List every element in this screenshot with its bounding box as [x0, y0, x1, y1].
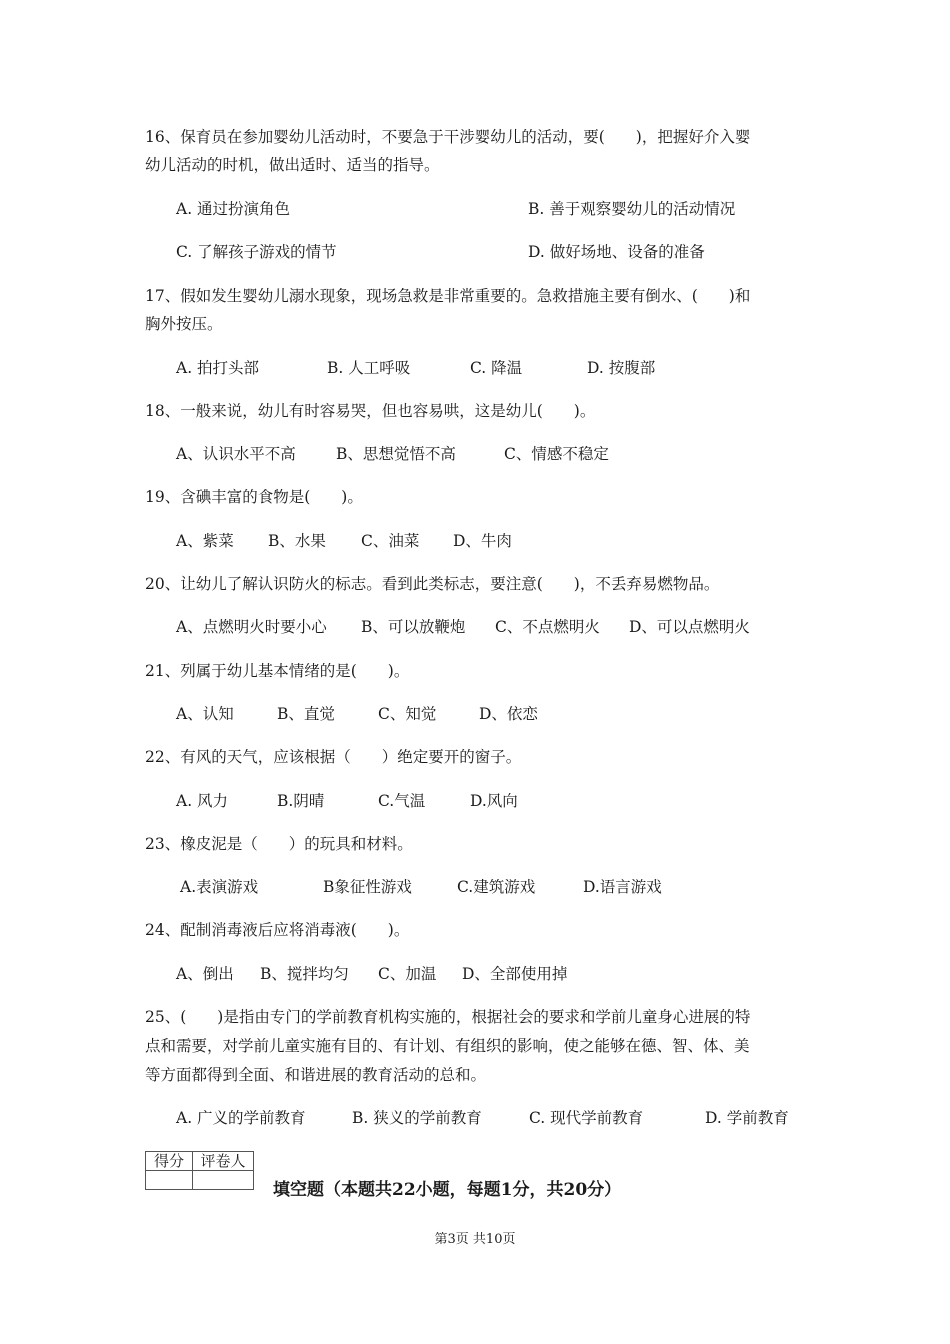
question-19-option-d: D、牛肉: [453, 532, 512, 550]
question-22-option-a: A. 风力: [176, 792, 229, 810]
question-25-option-d: D. 学前教育: [705, 1109, 789, 1127]
question-22-option-c: C.气温: [378, 792, 426, 810]
question-17-line-2: 胸外按压。: [145, 315, 223, 333]
question-18-option-c: C、情感不稳定: [504, 445, 609, 463]
question-22-line-1: 22、有风的天气，应该根据（ ）绝定要开的窗子。: [145, 748, 522, 766]
question-23-option-b: B象征性游戏: [323, 878, 412, 896]
question-16-line-1: 16、保育员在参加婴幼儿活动时，不要急于干涉婴幼儿的活动，要( )，把握好介入婴: [145, 128, 751, 146]
question-25-line-3: 等方面都得到全面、和谐进展的教育活动的总和。: [145, 1066, 487, 1084]
question-19-line-1: 19、含碘丰富的食物是( )。: [145, 488, 363, 506]
question-23-option-d: D.语言游戏: [583, 878, 662, 896]
question-20-option-c: C、不点燃明火: [495, 618, 600, 636]
question-21-option-d: D、依恋: [479, 705, 538, 723]
page-footer: 第3页 共10页: [434, 1232, 516, 1247]
question-25-option-b: B. 狭义的学前教育: [352, 1109, 482, 1127]
question-23-option-c: C.建筑游戏: [457, 878, 536, 896]
question-16-option-c: C. 了解孩子游戏的情节: [176, 243, 337, 261]
question-18-line-1: 18、一般来说，幼儿有时容易哭，但也容易哄，这是幼儿( )。: [145, 402, 596, 420]
question-23-line-1: 23、橡皮泥是（ ）的玩具和材料。: [145, 835, 413, 853]
question-17-option-a: A. 拍打头部: [176, 359, 260, 377]
grader-header: 评卷人: [193, 1152, 254, 1171]
question-20-option-b: B、可以放鞭炮: [361, 618, 466, 636]
question-24-line-1: 24、配制消毒液后应将消毒液( )。: [145, 921, 410, 939]
question-21-option-b: B、直觉: [277, 705, 335, 723]
section-title: 填空题（本题共22小题，每题1分，共20分）: [273, 1180, 622, 1200]
question-25-option-a: A. 广义的学前教育: [176, 1109, 306, 1127]
question-20-option-d: D、可以点燃明火: [629, 618, 750, 636]
question-18-option-a: A、认识水平不高: [176, 445, 296, 463]
question-16-line-2: 幼儿活动的时机，做出适时、适当的指导。: [145, 156, 440, 174]
question-23-option-a: A.表演游戏: [180, 878, 259, 896]
question-16-option-b: B. 善于观察婴幼儿的活动情况: [528, 200, 736, 218]
question-17-line-1: 17、假如发生婴幼儿溺水现象，现场急救是非常重要的。急救措施主要有倒水、( )和: [145, 287, 751, 305]
question-18-option-b: B、思想觉悟不高: [336, 445, 456, 463]
question-24-option-d: D、全部使用掉: [462, 965, 568, 983]
question-20-option-a: A、点燃明火时要小心: [176, 618, 327, 636]
question-20-line-1: 20、让幼儿了解认识防火的标志。看到此类标志，要注意( )，不丢弃易燃物品。: [145, 575, 720, 593]
question-25-line-1: 25、( )是指由专门的学前教育机构实施的，根据社会的要求和学前儿童身心进展的特: [145, 1008, 751, 1026]
question-21-option-c: C、知觉: [378, 705, 437, 723]
question-21-line-1: 21、列属于幼儿基本情绪的是( )。: [145, 662, 410, 680]
question-22-option-d: D.风向: [470, 792, 518, 810]
question-19-option-a: A、紫菜: [176, 532, 234, 550]
question-25-line-2: 点和需要，对学前儿童实施有目的、有计划、有组织的影响，使之能够在德、智、体、美: [145, 1037, 750, 1055]
question-24-option-b: B、搅拌均匀: [260, 965, 349, 983]
question-16-option-d: D. 做好场地、设备的准备: [528, 243, 705, 261]
score-table: [145, 1151, 254, 1190]
question-22-option-b: B.阴晴: [277, 792, 325, 810]
question-16-option-a: A. 通过扮演角色: [176, 200, 291, 218]
score-header: 得分: [146, 1152, 193, 1171]
question-24-option-a: A、倒出: [176, 965, 234, 983]
question-19-option-b: B、水果: [268, 532, 326, 550]
question-19-option-c: C、油菜: [361, 532, 420, 550]
question-17-option-b: B. 人工呼吸: [327, 359, 411, 377]
question-25-option-c: C. 现代学前教育: [529, 1109, 644, 1127]
score-cell: [146, 1171, 193, 1190]
question-17-option-d: D. 按腹部: [587, 359, 656, 377]
question-17-option-c: C. 降温: [470, 359, 523, 377]
question-24-option-c: C、加温: [378, 965, 437, 983]
question-21-option-a: A、认知: [176, 705, 234, 723]
grader-cell: [193, 1171, 254, 1190]
